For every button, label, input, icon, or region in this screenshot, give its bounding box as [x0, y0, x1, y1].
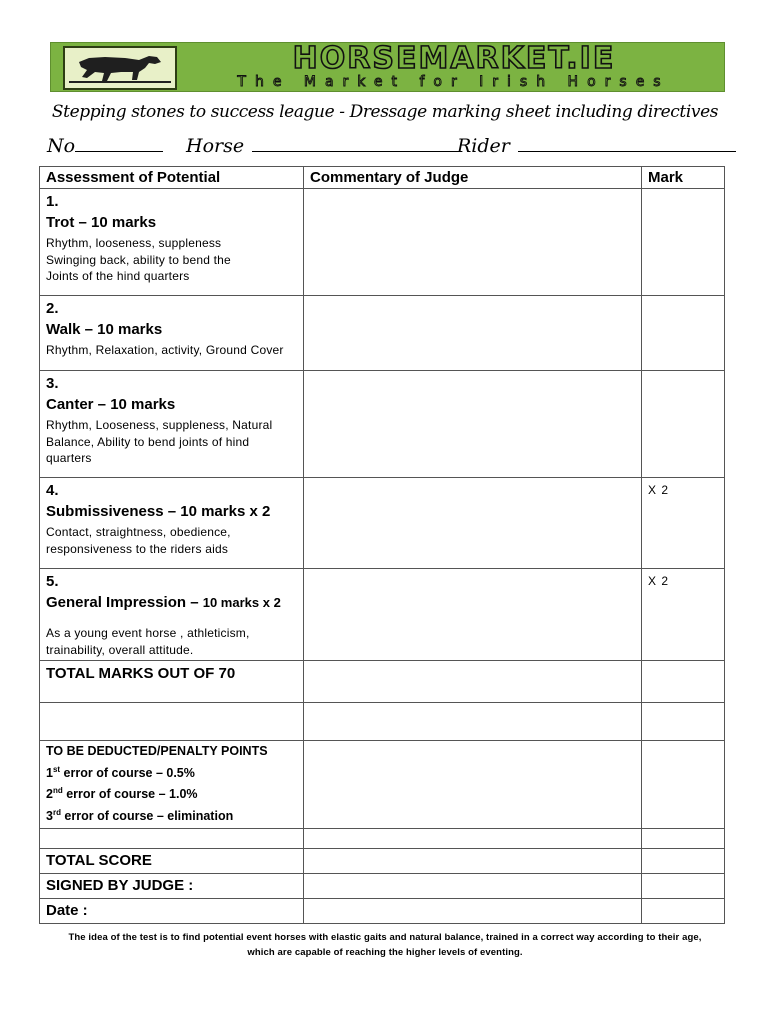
table-header-row	[40, 167, 725, 189]
table-row	[40, 569, 725, 661]
mark-cell[interactable]	[642, 874, 725, 899]
sheet-title: Stepping stones to success league - Dressage marking sheet including directives	[51, 102, 719, 122]
mark-cell[interactable]	[642, 849, 725, 874]
penalty-cell	[40, 741, 304, 829]
commentary-cell[interactable]	[304, 569, 642, 661]
commentary-cell[interactable]	[304, 829, 642, 849]
commentary-cell[interactable]	[304, 296, 642, 371]
marking-table	[39, 166, 725, 924]
description-line: As a young event horse , athleticism,	[46, 626, 250, 640]
mark-cell[interactable]	[642, 661, 725, 703]
description-line: Joints of the hind quarters	[46, 269, 190, 283]
date-row	[40, 899, 725, 924]
commentary-cell[interactable]	[304, 661, 642, 703]
no-label: No	[47, 135, 76, 157]
item-number: 2.	[46, 300, 59, 317]
table-row	[40, 478, 725, 569]
description-line: Contact, straightness, obedience,	[46, 525, 231, 539]
horsemarket-banner	[50, 42, 725, 92]
commentary-cell[interactable]	[304, 478, 642, 569]
item-title: Trot – 10 marks	[46, 214, 157, 231]
commentary-cell[interactable]	[304, 189, 642, 296]
horse-icon	[65, 48, 175, 88]
description-line: Swinging back, ability to bend the	[46, 252, 231, 267]
item-title: Submissiveness – 10 marks x 2	[46, 503, 271, 520]
blank-cell[interactable]	[40, 703, 304, 741]
item-title: Walk – 10 marks	[46, 321, 163, 338]
item-description	[46, 342, 297, 359]
total-marks-label: TOTAL MARKS OUT OF 70	[40, 661, 304, 703]
penalty-heading: TO BE DEDUCTED/PENALTY POINTS	[46, 744, 268, 758]
assessment-cell	[40, 478, 304, 569]
mark-cell[interactable]	[642, 703, 725, 741]
horse-label: Horse	[186, 135, 245, 157]
commentary-cell[interactable]	[304, 703, 642, 741]
table-row	[40, 189, 725, 296]
item-title-main: General Impression –	[46, 594, 203, 611]
total-score-row	[40, 849, 725, 874]
mark-cell[interactable]	[642, 829, 725, 849]
blank-row	[40, 829, 725, 849]
assessment-cell	[40, 371, 304, 478]
brand-tagline: The Market for Irish Horses	[237, 74, 670, 90]
multiplier-note: X 2	[648, 483, 670, 497]
description-line: Rhythm, looseness, suppleness	[46, 236, 222, 250]
description-line: Rhythm, Relaxation, activity, Ground Cover	[46, 343, 284, 357]
horse-trailer-logo	[63, 46, 177, 90]
item-number: 4.	[46, 482, 59, 499]
blank-cell[interactable]	[40, 829, 304, 849]
total-score-label: TOTAL SCORE	[40, 849, 304, 874]
table-row	[40, 296, 725, 371]
penalty-line: 1st error of course – 0.5%	[46, 764, 195, 780]
description-line: Rhythm, Looseness, suppleness, Natural	[46, 418, 273, 432]
mark-cell[interactable]	[642, 569, 725, 661]
mark-cell[interactable]	[642, 296, 725, 371]
header-commentary: Commentary of Judge	[304, 167, 642, 189]
rider-field[interactable]	[457, 135, 736, 157]
no-field[interactable]	[47, 135, 163, 157]
date-label: Date :	[40, 899, 304, 924]
mark-cell[interactable]	[642, 478, 725, 569]
description-line: responsiveness to the riders aids	[46, 541, 229, 556]
footer-line: The idea of the test is to find potential event horses with elastic gaits and natural balance, trained in a correct way according to their age,	[68, 932, 702, 943]
blank-row	[40, 703, 725, 741]
penalty-row	[40, 741, 725, 829]
description-line: trainability, overall attitude.	[46, 642, 194, 657]
item-description	[46, 524, 297, 557]
mark-cell[interactable]	[642, 741, 725, 829]
horse-underline	[252, 136, 460, 152]
footer-line: which are capable of reaching the higher levels of eventing.	[247, 947, 523, 958]
assessment-cell	[40, 296, 304, 371]
signed-by-label: SIGNED BY JUDGE :	[40, 874, 304, 899]
commentary-cell[interactable]	[304, 371, 642, 478]
horse-field[interactable]	[186, 135, 460, 157]
commentary-cell[interactable]	[304, 849, 642, 874]
item-title	[46, 592, 297, 613]
mark-cell[interactable]	[642, 899, 725, 924]
item-number: 5.	[46, 573, 59, 590]
total-marks-row	[40, 661, 725, 703]
assessment-cell	[40, 189, 304, 296]
item-description	[46, 235, 297, 285]
header-assessment: Assessment of Potential	[40, 167, 304, 189]
assessment-cell	[40, 569, 304, 661]
header-mark: Mark	[642, 167, 725, 189]
item-description	[46, 417, 297, 467]
commentary-cell[interactable]	[304, 741, 642, 829]
signature-cell[interactable]	[304, 874, 642, 899]
penalty-line: 3rd error of course – elimination	[46, 807, 234, 823]
rider-label: Rider	[457, 135, 510, 157]
rider-underline	[518, 136, 736, 152]
penalty-line: 2nd error of course – 1.0%	[46, 786, 198, 802]
entry-fields	[0, 135, 770, 161]
item-title: Canter – 10 marks	[46, 396, 176, 413]
table-row	[40, 371, 725, 478]
mark-cell[interactable]	[642, 189, 725, 296]
no-underline	[75, 136, 163, 152]
brand-wordmark: HORSEMARKET.IE	[292, 41, 616, 76]
item-number: 1.	[46, 193, 59, 210]
description-line: quarters	[46, 451, 92, 465]
date-cell[interactable]	[304, 899, 642, 924]
signed-row	[40, 874, 725, 899]
multiplier-note: X 2	[648, 574, 670, 588]
footer-note	[30, 930, 740, 960]
description-line: Balance, Ability to bend joints of hind	[46, 434, 250, 449]
mark-cell[interactable]	[642, 371, 725, 478]
item-title-small: 10 marks x 2	[202, 595, 281, 610]
item-number: 3.	[46, 375, 59, 392]
item-description	[46, 625, 297, 658]
